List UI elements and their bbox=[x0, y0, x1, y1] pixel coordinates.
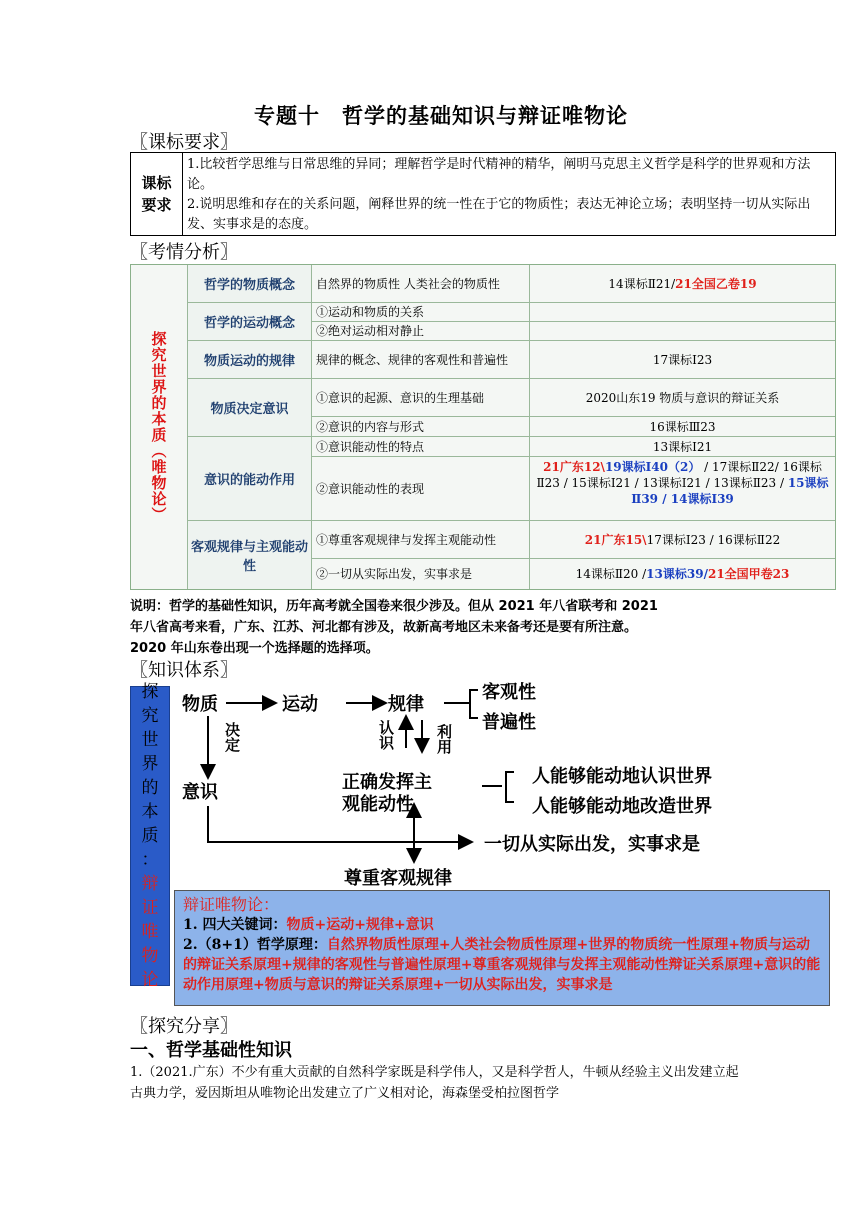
side-char: 的 bbox=[141, 778, 159, 798]
source-cell: 2020山东19 物质与意识的辩证关系 bbox=[530, 379, 835, 417]
source-cell bbox=[530, 322, 835, 341]
node-practice: 一切从实际出发，实事求是 bbox=[484, 834, 700, 855]
requirements-body bbox=[183, 153, 835, 235]
node-respect: 尊重客观规律 bbox=[344, 868, 452, 889]
question-1: 1.（2021.广东）不少有重大贡献的自然科学家既是科学伟人，又是科学哲人，牛顿从经验主义出发建立起古典力学，爱因斯坦从唯物论出发建立了广义相对论，海森堡受柏拉图哲学 bbox=[130, 1065, 739, 1101]
side-char-red: 证 bbox=[141, 898, 159, 918]
side-char: 质 bbox=[141, 826, 159, 846]
side-char-red: 唯 bbox=[141, 922, 159, 942]
source-cell: 16课标Ⅲ23 bbox=[530, 417, 835, 437]
source-highlight: 13课标39/ bbox=[646, 567, 708, 581]
point-cell: ①尊重客观规律与发挥主观能动性 bbox=[312, 521, 530, 559]
node-initiative-2: 观能动性 bbox=[342, 794, 414, 815]
source-highlight: 21广东12\ bbox=[543, 460, 605, 474]
requirements-table bbox=[130, 152, 836, 236]
side-char-red: 辩 bbox=[141, 874, 159, 894]
note-line: 2020 年山东卷出现一个选择题的选择项。 bbox=[130, 641, 379, 656]
node-universal: 普遍性 bbox=[482, 712, 536, 733]
source-cell: 17课标Ⅰ23 bbox=[530, 341, 835, 379]
knowledge-side-label bbox=[130, 682, 170, 990]
label-decide: 决定 bbox=[223, 722, 241, 752]
requirement-item: 2.说明思维和存在的关系问题，阐释世界的统一性在于它的物质性；表达无神论立场；表明坚持一切从实际出发、实事求是的态度。 bbox=[187, 197, 811, 232]
node-motion: 运动 bbox=[282, 694, 318, 715]
source-highlight: 15课标Ⅱ39 / 14课标Ⅰ39 bbox=[631, 476, 829, 506]
side-char: 探 bbox=[141, 682, 159, 702]
source-text: 14课标Ⅱ20 / bbox=[575, 567, 647, 581]
title-text: 哲学的基础知识与辩证唯物论 bbox=[342, 103, 628, 128]
box-line-content: 物质+运动+规律+意识 bbox=[286, 917, 434, 933]
box-line-label: 2.（8+1）哲学原理： bbox=[183, 937, 327, 953]
point-cell: 自然界的物质性 人类社会的物质性 bbox=[312, 265, 530, 303]
node-change-world: 人能够能动地改造世界 bbox=[532, 796, 712, 817]
point-cell: ①意识的起源、意识的生理基础 bbox=[312, 379, 530, 417]
source-cell bbox=[530, 559, 835, 589]
topic-cell: 客观规律与主观能动性 bbox=[188, 521, 312, 589]
point-cell: ②意识的内容与形式 bbox=[312, 417, 530, 437]
point-cell: ②意识能动性的表现 bbox=[312, 457, 530, 521]
source-text: 17课标Ⅰ23 / 16课标Ⅱ22 bbox=[646, 532, 781, 547]
side-char-red: 物 bbox=[141, 946, 159, 966]
exam-analysis-table bbox=[130, 264, 836, 590]
box-line-2 bbox=[183, 935, 821, 995]
line-consciousness-practice bbox=[208, 806, 470, 842]
source-highlight: 21全国乙卷19 bbox=[675, 276, 757, 291]
source-cell bbox=[530, 265, 835, 303]
note-line: 说明：哲学的基础性知识，历年高考就全国卷来很少涉及。但从 2021 年八省联考和 2021 bbox=[130, 599, 658, 614]
source-text: / 17课标Ⅱ22/ 16课标Ⅱ23 / 15课标Ⅰ21 / 13课标Ⅰ21 / 13课标Ⅱ23 / bbox=[536, 460, 822, 490]
node-initiative-1: 正确发挥主 bbox=[342, 772, 432, 793]
side-char: 世 bbox=[141, 730, 159, 750]
box-line-content: 自然界物质性原理+人类社会物质性原理+世界的物质统一性原理+物质与运动的辩证关系原理+规律的客观性与普遍性原理+尊重客观规律与发挥主观能动性辩证关系原理+意识的能动作用原理+物质与意识的辩证关系原理+一切从实际出发，实事求是 bbox=[183, 937, 821, 993]
source-highlight: 21广东15\ bbox=[584, 532, 647, 547]
box-title: 辩证唯物论： bbox=[183, 895, 280, 914]
point-cell: ①意识能动性的特点 bbox=[312, 437, 530, 457]
requirements-label: 课标要求 bbox=[131, 153, 183, 235]
point-cell: ②绝对运动相对静止 bbox=[312, 322, 530, 341]
side-char: 本 bbox=[141, 802, 159, 822]
side-char: 究 bbox=[141, 706, 159, 726]
node-consciousness: 意识 bbox=[182, 782, 218, 803]
title-number: 专题十 bbox=[254, 103, 320, 128]
source-cell bbox=[530, 457, 835, 521]
topic-cell: 物质决定意识 bbox=[188, 379, 312, 437]
topic-cell: 哲学的运动概念 bbox=[188, 303, 312, 341]
part-heading: 一、哲学基础性知识 bbox=[130, 1040, 292, 1061]
dialectical-materialism-box bbox=[174, 890, 830, 1006]
box-line-1 bbox=[183, 915, 821, 935]
node-law: 规律 bbox=[388, 694, 424, 715]
topic-cell: 哲学的物质概念 bbox=[188, 265, 312, 303]
section-inquiry: 〖探究分享〗 bbox=[130, 1016, 238, 1037]
node-know-world: 人能够能动地认识世界 bbox=[532, 766, 712, 787]
initiative-bracket bbox=[506, 772, 514, 802]
section-knowledge-system: 〖知识体系〗 bbox=[130, 660, 238, 681]
point-cell: 规律的概念、规律的客观性和普遍性 bbox=[312, 341, 530, 379]
topic-cell: 意识的能动作用 bbox=[188, 437, 312, 521]
point-cell: ②一切从实际出发，实事求是 bbox=[312, 559, 530, 589]
node-matter: 物质 bbox=[182, 694, 218, 715]
source-highlight: 21全国甲卷23 bbox=[707, 567, 790, 581]
source-text: 14课标Ⅱ21/ bbox=[608, 276, 676, 291]
source-cell bbox=[530, 303, 835, 322]
label-use: 利用 bbox=[435, 724, 453, 754]
source-cell bbox=[530, 521, 835, 559]
side-char: 界 bbox=[141, 754, 159, 774]
node-objective: 客观性 bbox=[482, 682, 536, 703]
requirement-item: 1.比较哲学思维与日常思维的异同；理解哲学是时代精神的精华，阐明马克思主义哲学是科学的世界观和方法论。 bbox=[187, 157, 811, 192]
law-bracket bbox=[470, 690, 478, 718]
section-curriculum: 〖课标要求〗 bbox=[130, 132, 238, 153]
point-cell: ①运动和物质的关系 bbox=[312, 303, 530, 322]
side-char: ： bbox=[141, 850, 159, 870]
topic-cell: 物质运动的规律 bbox=[188, 341, 312, 379]
exam-note bbox=[130, 596, 836, 659]
label-know: 认识 bbox=[377, 720, 395, 750]
page-title bbox=[0, 100, 860, 130]
section-exam-analysis: 〖考情分析〗 bbox=[130, 242, 238, 263]
side-label-text: 探究世界的本质（唯物论） bbox=[149, 331, 168, 523]
exam-side-label bbox=[131, 265, 188, 589]
box-line-label: 1. 四大关键词： bbox=[183, 917, 287, 933]
source-cell: 13课标Ⅰ21 bbox=[530, 437, 835, 457]
note-line: 年八省高考来看，广东、江苏、河北都有涉及，故新高考地区未来备考还是要有所注意。 bbox=[130, 620, 638, 635]
source-highlight: 19课标Ⅰ40（2） bbox=[604, 460, 701, 474]
side-char-red: 论 bbox=[141, 970, 159, 990]
